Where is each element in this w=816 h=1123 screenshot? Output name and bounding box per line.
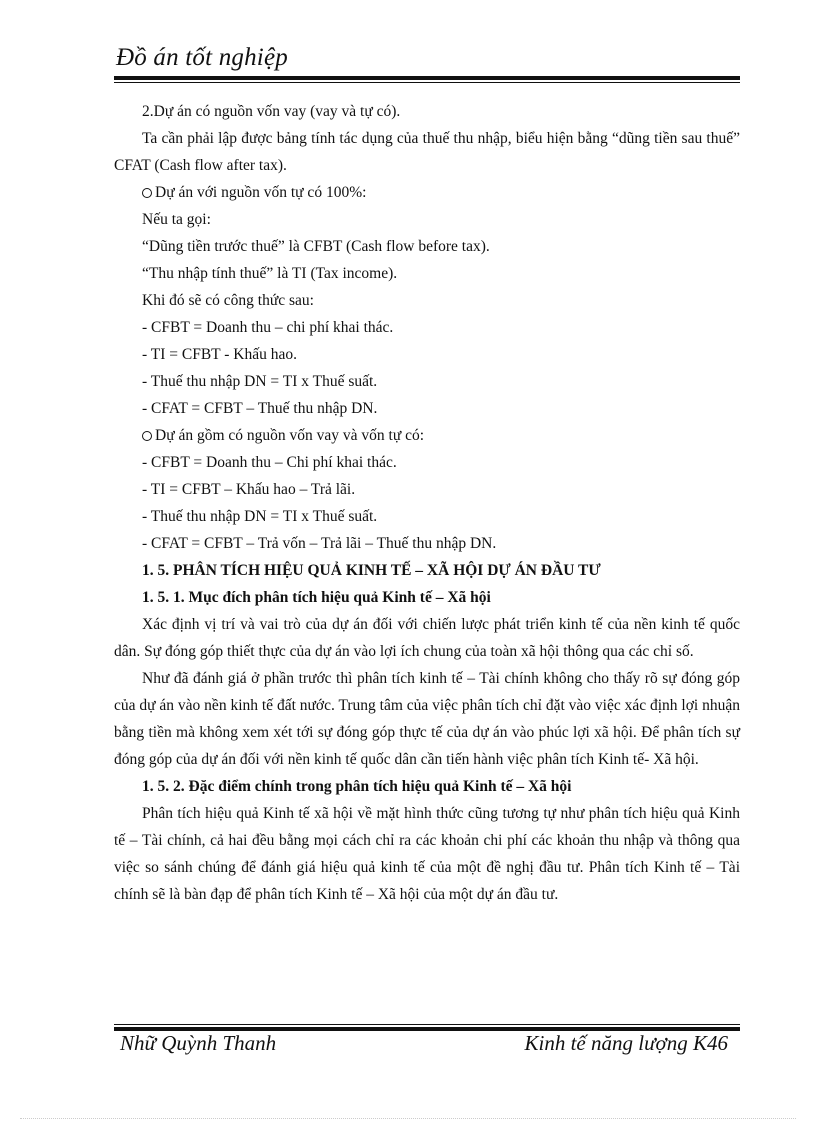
formula-line: - Thuế thu nhập DN = TI x Thuế suất.: [142, 508, 378, 525]
subsection-heading: 1. 5. 1. Mục đích phân tích hiệu quả Kinh tế – Xã hội: [142, 589, 491, 606]
paragraph: Như đã đánh giá ở phần trước thì phân tích kinh tế – Tài chính không cho thấy rõ sự đóng góp của dự án vào nền kinh tế đất nước. Trung tâm của việc phân tích chỉ đặt vào việc xác định lợi nhuận bằng tiền mà không xem xét tới sự đóng góp thực tế của dự án vào phúc lợi xã hội. Để phân tích sự đóng góp của dự án đối với nền kinh tế quốc dân cần tiến hành việc phân tích Kinh tế- Xã hội.: [114, 670, 740, 768]
paragraph: Nếu ta gọi:: [142, 211, 211, 228]
circle-bullet-icon: [142, 431, 152, 441]
formula-line: - CFBT = Doanh thu – chi phí khai thác.: [142, 319, 394, 336]
footer-course: Kinh tế năng lượng K46: [524, 1031, 728, 1055]
paragraph: “Dũng tiền trước thuế” là CFBT (Cash flow before tax).: [142, 238, 490, 255]
subsection-heading: 1. 5. 2. Đặc điểm chính trong phân tích hiệu quả Kinh tế – Xã hội: [142, 778, 572, 795]
formula-line: - CFAT = CFBT – Thuế thu nhập DN.: [142, 400, 378, 417]
footer-rule: [114, 1024, 740, 1031]
formula-line: - Thuế thu nhập DN = TI x Thuế suất.: [142, 373, 378, 390]
circle-bullet-icon: [142, 188, 152, 198]
paragraph: 2.Dự án có nguồn vốn vay (vay và tự có).: [142, 103, 401, 120]
paragraph: Phân tích hiệu quả Kinh tế xã hội về mặt hình thức cũng tương tự như phân tích hiệu quả Kinh tế – Tài chính, cả hai đều bằng mọi cách chỉ ra các khoản chi phí các khoản thu nhập và thông qua việc so sánh chúng để đánh giá hiệu quả kinh tế của một đề nghị đầu tư. Phân tích Kinh tế – Tài chính sẽ là bàn đạp để phân tích Kinh tế – Xã hội của một dự án đầu tư.: [114, 805, 740, 903]
formula-line: - TI = CFBT - Khấu hao.: [142, 346, 297, 363]
header-title: Đồ án tốt nghiệp: [116, 44, 288, 71]
paragraph: Xác định vị trí và vai trò của dự án đối với chiến lược phát triển kinh tế của nền kinh tế quốc dân. Sự đóng góp thiết thực của dự án vào lợi ích chung của toàn xã hội thông qua các chỉ số.: [114, 616, 740, 660]
formula-line: - TI = CFBT – Khấu hao – Trả lãi.: [142, 481, 356, 498]
formula-line: - CFBT = Doanh thu – Chi phí khai thác.: [142, 454, 397, 471]
bullet-item: [114, 422, 740, 449]
formula-line: - CFAT = CFBT – Trả vốn – Trả lãi – Thuế thu nhập DN.: [142, 535, 497, 552]
paragraph: Ta cần phải lập được bảng tính tác dụng của thuế thu nhập, biểu hiện bằng “dũng tiền sau thuế” CFAT (Cash flow after tax).: [114, 130, 740, 174]
footer-author: Nhữ Quỳnh Thanh: [120, 1031, 277, 1055]
header-rule: [114, 76, 740, 83]
section-heading: 1. 5. PHÂN TÍCH HIỆU QUẢ KINH TẾ – XÃ HỘI DỰ ÁN ĐẦU TƯ: [142, 562, 601, 579]
document-body: [114, 98, 740, 908]
paragraph: “Thu nhập tính thuế” là TI (Tax income).: [142, 265, 398, 282]
bullet-text: Dự án gồm có nguồn vốn vay và vốn tự có:: [155, 427, 425, 444]
bullet-item: [114, 179, 740, 206]
bullet-text: Dự án với nguồn vốn tự có 100%:: [155, 184, 367, 201]
paragraph: Khi đó sẽ có công thức sau:: [142, 292, 314, 309]
page-edge: [20, 1118, 796, 1119]
